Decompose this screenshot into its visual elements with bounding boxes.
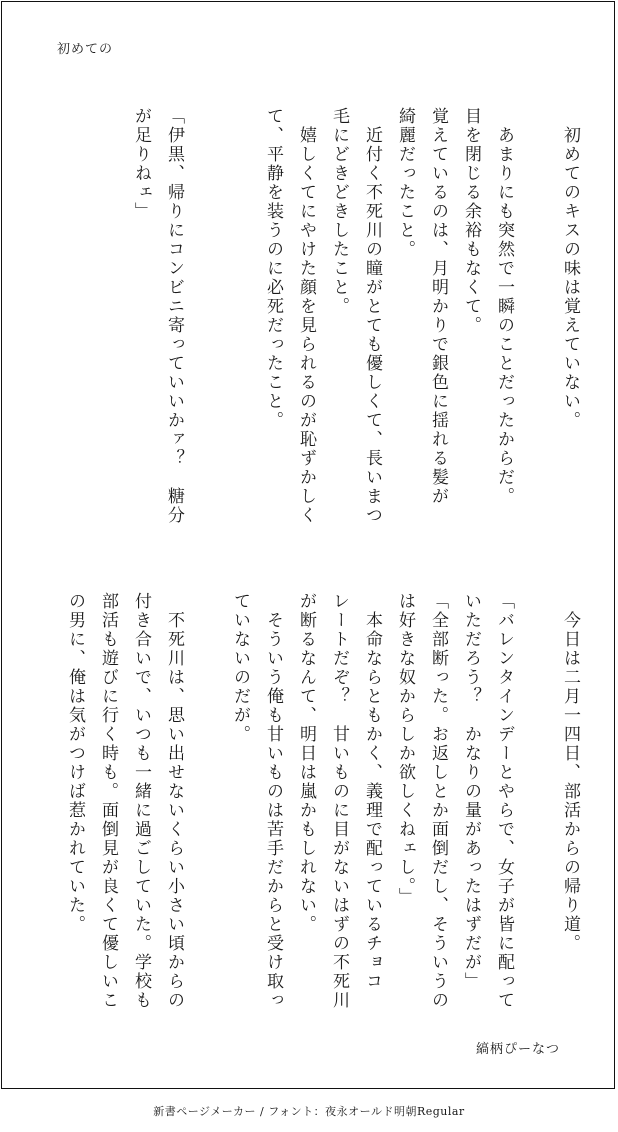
author-credit: 縞柄ぴーなつ bbox=[475, 1042, 560, 1057]
blank-line bbox=[190, 592, 223, 1022]
chapter-header: 初めての bbox=[57, 42, 114, 57]
text-line: 「バレンタインデーとやらで、女子が皆に配って bbox=[494, 592, 514, 1010]
text-line: そういう俺も甘いものは苦手だからと受け取っ bbox=[263, 592, 283, 1010]
book-page bbox=[1, 1, 615, 1089]
text-line: 覚えているのは、月明かりで銀色に揺れる髪が bbox=[428, 107, 448, 506]
text-line: 本命ならともかく、義理で配っているチョコ bbox=[362, 592, 382, 991]
blank-line bbox=[190, 107, 223, 527]
text-line: ていないのだが。 bbox=[230, 592, 250, 744]
text-line: 初めてのキスの味は覚えていない。 bbox=[560, 107, 580, 430]
text-line: 嬉しくてにやけた顔を見られるのが恥ずかしく bbox=[296, 107, 316, 525]
text-line: あまりにも突然で一瞬のことだったからだ。 bbox=[494, 107, 514, 506]
text-line: 近付く不死川の瞳がとても優しくて、長いまつ bbox=[362, 107, 382, 525]
blank-line bbox=[520, 592, 553, 1022]
text-line: は好きな奴からしか欲しくねェし。」 bbox=[395, 592, 415, 907]
text-line: レートだぞ？ 甘いものに目がないはずの不死川 bbox=[329, 592, 349, 1010]
text-line: 綺麗だったこと。 bbox=[395, 107, 415, 259]
blank-line bbox=[520, 107, 553, 527]
text-line: 目を閉じる余裕もなくて。 bbox=[461, 107, 481, 335]
text-line: 不死川は、思い出せないくらい小さい頃からの bbox=[164, 592, 184, 1010]
text-line: が断るなんて、明日は嵐かもしれない。 bbox=[296, 592, 316, 934]
text-line: が足りねェ」 bbox=[131, 107, 151, 221]
text-block-bottom bbox=[58, 592, 586, 1022]
text-line: 部活も遊びに行く時も。面倒見が良くて優しいこ bbox=[98, 592, 118, 1010]
text-line: 「全部断った。お返しとか面倒だし、そういうの bbox=[428, 592, 448, 1010]
text-line: の男に、俺は気がつけば惹かれていた。 bbox=[65, 592, 85, 934]
text-line: て、平静を装うのに必死だったこと。 bbox=[263, 107, 283, 430]
text-line: 付き合いで、いつも一緒に過ごしていた。学校も bbox=[131, 592, 151, 1010]
text-line: 「伊黒、帰りにコンビニ寄っていいかァ？ 糖分 bbox=[164, 107, 184, 525]
generator-footer: 新書ページメーカー / フォント：夜永オールド明朝Regular bbox=[153, 1105, 465, 1118]
blank-line bbox=[223, 107, 256, 527]
text-line: いただろう？ かなりの量があったはずだが」 bbox=[461, 592, 481, 991]
text-block-top bbox=[124, 107, 586, 527]
text-line: 今日は二月一四日、部活からの帰り道。 bbox=[560, 592, 580, 953]
text-line: 毛にどきどきしたこと。 bbox=[329, 107, 349, 316]
